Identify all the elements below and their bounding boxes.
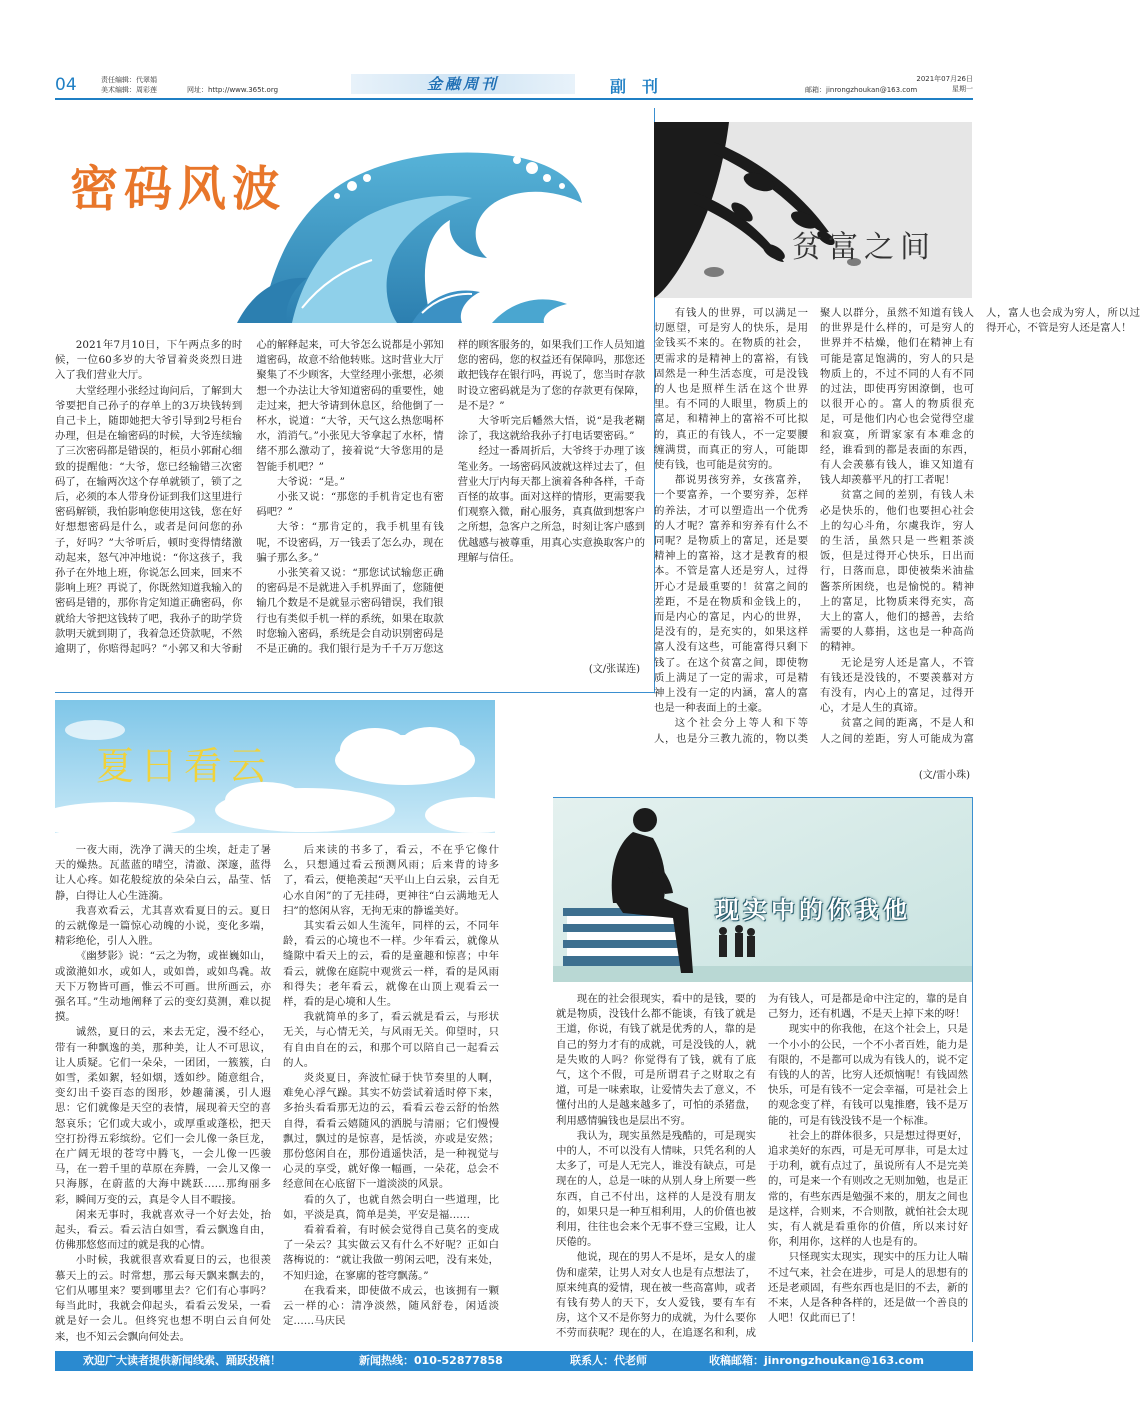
article2-paragraph: 都说男孩穷养，女孩富养，一个要富养，一个要穷养，怎样的养法，才可以塑造出一个优秀的人才呢？富养和穷养有什么不同呢？是物质上的富足，还是要精神上的富裕，这才是教育的根本。不管是富人还是穷人，过得开心才是最重要的！贫富之间的差距，不是在物质和金钱上的，而是内心的富足，内心的世界，是没有的，是充实的，如果这样富人没有这些，可能富得只剩下钱了。在这个贫富之间，即使物质上满足了一定的需求，可是精神上没有一定的内涵，富人的富也是一种表面上的土豪。 xyxy=(654,474,808,715)
article1-paragraph: 大爷听完后幡然大悟，说“是我老糊涂了，我这就给我孙子打电话要密码。” xyxy=(457,415,645,443)
email-address: 邮箱：jinrongzhoukan@163.com xyxy=(805,86,918,94)
article3-paragraph: 小时候，我就很喜欢看夏日的云，也很羡慕天上的云。时常想，那云每天飘来飘去的，它们从哪里来？要到哪里去？它们有心事吗？每当此时，我就会仰起头，看看云发呆，一看就是好一会儿。但终究也想不明白云自何处来，也不知云会飘向何处去。 xyxy=(55,1254,271,1343)
article3-paragraph: 闲来无事时，我就喜欢寻一个好去处，抬起头，看云。看云洁白如雪，看云飘逸自由，仿佛那悠悠而过的就是我的心情。 xyxy=(55,1208,271,1252)
art-editor-credit: 美术编辑：周彩莲 xyxy=(101,86,157,94)
article3-title: 夏日看云 xyxy=(96,744,273,788)
article3-paragraph: 后来读的书多了，看云，不在乎它像什么，只想通过看云预测风雨；后来背的诗多了，看云，便艳羡起“天平山上白云泉，云自无心水自闲”的了无挂碍，更神往“白云满地无人扫”的悠闲从容，无拘无束的静谧美好。 xyxy=(283,844,499,917)
article3-paragraph: 其实看云如人生流年，同样的云，不同年龄，看云的心境也不一样。少年看云，就像从缝隙中看天上的云，看的是童趣和惊喜；中年看云，就像在庭院中观赏云一样，看的是风雨和得失；老年看云，就像在山顶上观看云一样，看的是心境和人生。 xyxy=(283,920,499,1009)
article-frame-bottom-border xyxy=(55,692,655,693)
article4-body xyxy=(556,992,968,1342)
header-rule xyxy=(55,98,973,100)
paper-name-banner xyxy=(351,74,575,94)
article1-paragraph: 大堂经理小张经过询问后，了解到大爷要把自己孙子的存单上的3万块钱转到自己卡上，随即她把大爷引导到2号柜台办理，但是在输密码的时候，大爷连续输了三次密码都是错误的，柜员小郭耐心细致的提醒他：“大爷，您已经输错三次密码了，在输两次这个存单就锁了，锁了之后，必须的本人带身份证到我们这里进行密码解锁，我怕影响您使用这钱，您在好好想想密码是什么，或者是问问您的孙子，好吗？”大爷听后，顿时变得情绪激动起来，怒气冲冲地说：“你这孩子，我孙子在外地上班，你说怎么回来，回来不影响上班？再说了，你既然知道我输入的密码是错的，那你肯定知道正确密码，你就给大爷把这钱转了吧，我孙子的助学贷款明天就到期了，我着急还贷款呢，不然逾期了，你赔得起吗？”小郭又和大爷耐心的解释起来，可大爷怎么说都是小郭知道密码，故意不给他转账。这时营业大厅聚集了不少顾客，大堂经理小张想，必须想一个办法让大爷知道密码的重要性，她走过来，把大爷请到休息区，给他倒了一杯水，说道：“大爷，天气这么热您喝杯水，消消气。”小张见大爷拿起了水杯，情绪不那么激动了，接着说“大爷您用的是智能手机吧？” xyxy=(55,339,444,656)
footer-banner xyxy=(55,1351,973,1371)
section-name: 副 刊 xyxy=(610,77,659,96)
article-frame-right-border xyxy=(972,797,973,1342)
article4-title: 现实中的你我他 xyxy=(715,896,911,924)
article4-paragraph: 我认为，现实虽然是残酷的，可是现实中的人，不可以没有人情味，只凭名利的人太多了，可是人无完人，谁没有缺点，可是现在的人，总是一味的从别人身上所要一些东西，自己不付出，这样的人是没有朋友的，如果只是一种互相利用，人的价值也被利用，往往也会来个无事不登三宝殿，让人厌倦的。 xyxy=(556,1129,756,1249)
article1-author: (文/张谋连) xyxy=(588,664,640,675)
article2-body xyxy=(654,306,1140,762)
article2-paragraph: 这个社会分上等人和下等人，也是分三教九流的，物以类聚人以群分，虽然不知道有钱人的世界是什么样的，可是穷人的世界并不枯燥，他们在精神上有可能是富足饱满的，穷人的只是物质上的，不过不同的人有不同的过法，即使再穷困潦倒，也可以很开心的。富人的物质很充足，可是他们内心也会觉得空虚和寂寞，所谓家家有本难念的经，谁看到的都是表面的东西，有人会羡慕有钱人，谁又知道有钱人却羡慕平凡的打工者呢！ xyxy=(654,307,974,745)
article3-paragraph: 诚然，夏日的云，来去无定，漫不经心，带有一种飘逸的美，那种美，让人不可思议，让人质疑。它们一朵朵，一团团，一簇簇，白如雪，柔如絮，轻如烟，透如纱。随意组合，变幻出千姿百态的图形，妙趣蒲溪，引人遐思：它们就像是天空的表情，展现着天空的喜怒哀乐；它们或大或小，或厚重或蓬松，把天空打扮得五彩缤纷。它们一会儿像一条巨龙，在广阔无垠的苍穹中腾飞，一会儿像一匹骏马，在一碧千里的草原在奔腾，一会儿又像一只海豚，在蔚蓝的大海中跳跃……那绚丽多彩，瞬间万变的云，真是令人目不暇接。 xyxy=(55,1026,271,1206)
article2-paragraph: 贫富之间的差别，有钱人未必是快乐的，他们也要担心社会上的勾心斗角，尔虞我诈，穷人的生活，虽然只是一些粗茶淡饭，但是过得开心快乐，日出而行，日落而息，即使被柴米油盐酱茶所困绕，也是愉悦的。精神上的富足，比物质来得充实，高大上的富人，他们的撼善，去给需要的人募捐，这也是一种高尚的精神。 xyxy=(820,489,974,654)
page-number: 04 xyxy=(55,75,77,95)
article1-paragraph: 经过一番周折后，大爷终于办理了该笔业务。一场密码风波就这样过去了，但营业大厅内每天都上演着各种各样，千奇百怪的故事。面对这样的情形，更需要我们观察入微，耐心服务，真真做到想客户之所想，急客户之所急，时刻让客户感到优越感与被尊重，用真心实意换取客户的理解与信任。 xyxy=(457,445,645,564)
article3-body xyxy=(55,843,499,1345)
footer-submit-email: 收稿邮箱：jinrongzhoukan@163.com xyxy=(709,1354,924,1367)
issue-date: 2021年07月26日 xyxy=(916,75,973,83)
website-url: 网址：http://www.365t.org xyxy=(187,86,279,94)
article1-paragraph: 小张笑着又说：“那您试试输您正确的密码是不是就进入手机界面了，您随便输几个数是不是就显示密码错误，我们银行也有类似手机一样的系统，如果在取款时您输入密码，系统是会自动识别密码是不是正确的。我们银行是为千千万万您这样的顾客服务的，如果我们工作人员知道您的密码，您的权益还有保障吗，那您还敢把钱存在银行吗，再说了，您当时存款时设立密码就是为了您的存款更有保障，是不是？” xyxy=(256,339,645,656)
footer-welcome: 欢迎广大读者提供新闻线索、踊跃投稿！ xyxy=(83,1354,281,1367)
article1-body xyxy=(55,338,645,658)
article3-paragraph: 炎炎夏日，奔波忙碌于快节奏里的人啊，难免心浮气躁。其实不妨尝试着适时停下来，多抬头看看那无边的云，看看云卷云舒的怡然自得，看看云嬉随风的洒脱与清丽；它们慢慢飘过，飘过的是惊喜，是恬淡，亦或是安然；那份悠闲自在，那份逍遥快活，是一种视觉与心灵的享受，就好像一幅画，一朵花，总会不经意间在心底留下一道淡淡的风景。 xyxy=(283,1072,499,1191)
wave-illustration xyxy=(232,108,587,330)
article4-paragraph: 现在的社会很现实，看中的是钱，要的就是物质，没钱什么都不能谈，有钱了就是王道，你说，有钱了就是优秀的人，靠的是自己的努力才有的成就，可是没钱的人，就是失败的人吗？你觉得有了钱，就有了底气，这个不假，可是所谓君子之财取之有道，可是一味索取，让爱情失去了意义，不懂付出的人是越来越多了，可怕的杀猪盘，利用感情骗钱也是层出不穷。 xyxy=(556,993,756,1127)
article3-paragraph: 看着看着，有时候会觉得自己莫名的变成了一朵云？其实做云又有什么不好呢？正如白落梅说的：“就让我做一剪闲云吧，没有来处，不知归途，在寥廓的苍穹飘荡。” xyxy=(283,1224,499,1282)
article1-paragraph: 2021年7月10日，下午两点多的时候，一位60多岁的大爷冒着炎炎烈日进入了我们营业大厅。 xyxy=(55,339,243,382)
article3-paragraph: 在我看来，即使做不成云，也该拥有一颗云一样的心：清净淡然，随风舒卷，闲适淡定……马庆民 xyxy=(283,1284,499,1328)
footer-hotline: 新闻热线：010-52877858 xyxy=(359,1354,503,1367)
issue-weekday: 星期一 xyxy=(952,85,973,93)
article4-paragraph: 他说，现在的男人不是坏，是女人的虚伪和虚荣，让男人对女人也是有点想法了，原来纯真的爱情，现在被一些高富帅，或者有钱有势人的天下，女人爱钱，要有车有房，这个又不是你努力的成就，为什么要你不劳而获呢？现在的人，在追逐名和利，成为有钱人，可是都是命中注定的，靠的是自己努力，还有机遇，不是天上掉下来的呀！ xyxy=(556,993,968,1340)
article2-paragraph: 有钱人的世界，可以满足一切愿望，可是穷人的快乐，是用金钱买不来的。在物质的社会，更需求的是精神上的富裕，有钱固然是一种生活态度，可是没钱的人也是照样生活在这个世界里。有不同的人眼里，物质上的富足，和精神上的富裕不可比拟的，真正的有钱人，不一定要腰缠满贯，而真正的穷人，可能即使有钱，也可能是贫穷的。 xyxy=(654,307,808,472)
article1-title: 密码风波 xyxy=(70,161,287,217)
article3-paragraph: 我就简单的多了，看云就是看云，与形状无关，与心情无关，与风雨无关。仰望时，只有自由自在的云，和那个可以陪自己一起看云的人。 xyxy=(283,1011,499,1069)
article4-paragraph: 现实中的你我他，在这个社会上，只是一个小小的公民，一个不小者百姓，能力是有限的，不是都可以成为有钱人的，说不定有钱的人的苦，比穷人还烦恼呢！有钱固然快乐，可是有钱不一定会幸福，可是社会上的观念变了样，有钱可以鬼推磨，钱不是万能的，可是有钱没钱不是一个标准。 xyxy=(768,1023,968,1127)
page-header xyxy=(55,72,973,100)
editor-credit: 责任编辑：代翠娟 xyxy=(101,76,157,84)
article2-title: 贫富之间 xyxy=(792,230,936,265)
article4-paragraph: 社会上的群体很多，只是想过得更好，追求美好的东西，可是无可厚非，可是太过于功利，就有点过了，虽说所有人不是完美的，可是来一个有则改之无则加勉，也是正常的，有些东西是勉强不来的，朋友之间也是这样，合则来，不合则散，就怕社会太现实，有人就是看重你的价值，所以来讨好你，利用你，这样的人也是有的。 xyxy=(768,1129,968,1249)
article3-paragraph: 我喜欢看云，尤其喜欢看夏日的云。夏日的云就像是一篇惊心动魄的小说，变化多端，精彩绝伦，引人入胜。 xyxy=(55,904,271,948)
article1-paragraph: 大爷说：“是。” xyxy=(277,475,345,488)
article2-author: (文/雷小珠) xyxy=(918,770,970,781)
article2-paragraph: 贫富之间的距离，不是人和人之间的差距，穷人可能成为富人，富人也会成为穷人，所以过得开心，不管是穷人还是富人！ xyxy=(820,307,1140,745)
paper-name: 金融周刊 xyxy=(426,75,499,93)
article3-paragraph: 看的久了，也就自然会明白一些道理，比如，平淡是真，简单是美，平安是福…… xyxy=(283,1193,499,1221)
article3-paragraph: 一夜大雨，洗净了满天的尘埃，赶走了暑天的燥热。瓦蓝蓝的晴空，清澈、深邃，蓝得让人心疼。如花般绽放的朵朵白云，晶莹、恬静，白得让人心生涟漪。 xyxy=(55,844,271,902)
article2-paragraph: 无论是穷人还是富人，不管有钱还是没钱的，不要羡慕对方有没有，内心上的富足，过得开心，才是人生的真谛。 xyxy=(820,656,974,715)
article3-paragraph: 《幽梦影》说：“云之为物，或崔巍如山，或潋滟如水，或如人，或如兽，或如鸟毳。故天下万物皆可画，惟云不可画。世所画云，亦强名耳。”生动地阐释了云的变幻莫测，难以捉摸。 xyxy=(55,950,271,1024)
article1-paragraph: 小张又说：“那您的手机肯定也有密码吧？” xyxy=(256,491,444,519)
article1-paragraph: 大爷：“那肯定的，我手机里有钱呢，不设密码，万一钱丢了怎么办，现在骗子那么多。” xyxy=(256,521,444,564)
article4-paragraph: 只怪现实太现实，现实中的压力让人喘不过气来，社会在进步，可是人的思想有的还是老顽固，有些东西也是旧的不去，新的不来，人是各种各样的，还是做一个善良的人吧！仅此而已了！ xyxy=(768,1251,968,1325)
ink-branch-image xyxy=(654,122,972,298)
footer-contact: 联系人：代老师 xyxy=(570,1354,647,1367)
